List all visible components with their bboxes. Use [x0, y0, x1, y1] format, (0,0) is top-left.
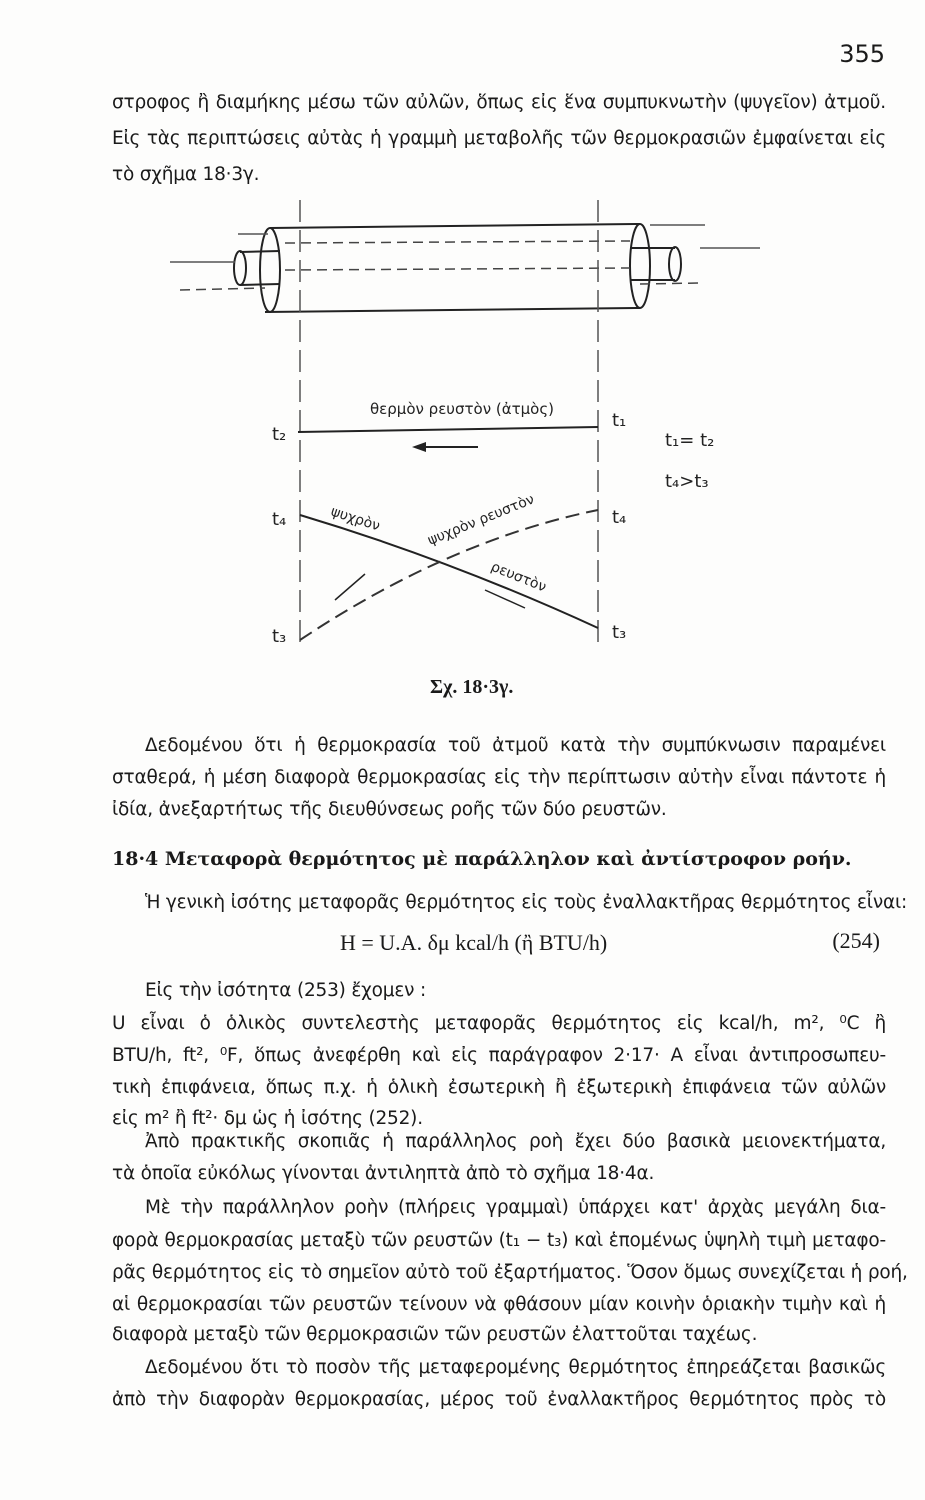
cold-fluid-label: ψυχρὸν ρευστὸν — [425, 491, 537, 549]
text-line: εἰς m² ἢ ft²· δμ ὡς ἡ ἰσότης (252). — [112, 1108, 423, 1129]
text-line: τὸ σχῆμα 18·3γ. — [112, 164, 260, 185]
text-line: αἱ θερμοκρασίαι τῶν ρευστῶν τείνουν νὰ φθάσουν μίαν κοινὴν ὁριακὴν τιμὴν καὶ ἡ — [112, 1294, 886, 1315]
text-line: Μὲ τὴν παράλληλον ροὴν (πλήρεις γραμμαὶ) ὑπάρχει κατ' ἀρχὰς μεγάλη δια- — [145, 1197, 886, 1218]
text-line: στροφος ἢ διαμήκης μέσω τῶν αὐλῶν, ὅπως εἰς ἕνα συμπυκνωτὴν (ψυγεῖον) ἀτμοῦ. — [112, 92, 886, 113]
text-line: διαφορὰ μεταξὺ τῶν θερμοκρασιῶν τῶν ρευστῶν ἐλαττοῦται ταχέως. — [112, 1324, 758, 1345]
text-line: ἰδία, ἀνεξαρτήτως τῆς διευθύνσεως ροῆς τῶν δύο ρευστῶν. — [112, 799, 667, 820]
pipe-bottom-edge — [265, 308, 640, 312]
pipe-right-end — [630, 224, 650, 308]
text-line: τικὴ ἐπιφάνεια, ὅπως π.χ. ἡ ὁλικὴ ἐσωτερικὴ ἢ ἐξωτερικὴ ἐπιφάνεια τῶν αὐλῶν — [112, 1077, 886, 1098]
text-line: Ἀπὸ πρακτικῆς σκοπιᾶς ἡ παράλληλος ροὴ ἔχει δύο βασικὰ μειονεκτήματα, — [145, 1131, 886, 1152]
text-line: τὰ ὁποῖα εὐκόλως γίνονται ἀντιληπτὰ ἀπὸ τὸ σχῆμα 18·4α. — [112, 1163, 655, 1184]
hot-fluid-label: θερμὸν ρευστὸν (ἀτμὸς) — [370, 400, 554, 418]
text-line: ρᾶς θερμότητος εἰς τὸ σημεῖον αὐτὸ τοῦ ἐξαρτήματος. Ὅσον ὅμως συνεχίζεται ἡ ροή, — [112, 1262, 908, 1283]
page-number: 355 — [839, 40, 885, 68]
cold-fluid-label: ρευστὸν — [488, 558, 549, 596]
text-line: σταθερά, ἡ μέση διαφορὰ θερμοκρασίας εἰς τὴν περίπτωσιν αὐτὴν εἶναι πάντοτε ἡ — [112, 767, 886, 788]
arrow-head — [412, 442, 426, 452]
label-t3: t₃ — [272, 626, 287, 647]
text-line: ἀπὸ τὴν διαφορὰν θερμοκρασίας, μέρος τοῦ ἐναλλακτῆρος θερμότητος πρὸς τὸ — [112, 1389, 886, 1410]
text-line: Δεδομένου ὅτι τὸ ποσὸν τῆς μεταφερομένης θερμότητος ἐπηρεάζεται βασικῶς — [145, 1357, 886, 1378]
label-t3: t₃ — [612, 622, 627, 643]
pipe-top-edge — [270, 224, 640, 228]
text-line: Εἰς τὰς περιπτώσεις αὐτὰς ἡ γραμμὴ μεταβολῆς τῶν θερμοκρασιῶν ἐμφαίνεται εἰς — [112, 128, 886, 149]
label-t4: t₄ — [272, 509, 287, 530]
label-t2: t₂ — [272, 424, 287, 445]
equation: H = U.A. δμ kcal/h (ἢ BTU/h) — [340, 930, 608, 955]
hot-fluid-line — [298, 427, 598, 432]
text-line: Ἡ γενικὴ ἰσότης μεταφορᾶς θερμότητος εἰς τοὺς ἐναλλακτῆρας θερμότητος εἶναι: — [145, 892, 908, 913]
text-line: Εἰς τὴν ἰσότητα (253) ἔχομεν : — [145, 980, 426, 1001]
section-heading: 18·4 Μεταφορὰ θερμότητος μὲ παράλληλον καὶ ἀντίστροφον ροήν. — [112, 848, 852, 870]
relation-t1-t2: t₁= t₂ — [665, 430, 715, 451]
pipe-left-end — [260, 228, 280, 312]
figure-18-3g — [0, 0, 925, 720]
cold-fluid-label: ψυχρὸν — [328, 503, 382, 535]
text-line: φορὰ θερμοκρασίας μεταξὺ τῶν ρευστῶν (t₁ − t₃) καὶ ἑπομένως ὑψηλὴ τιμὴ μεταφο- — [112, 1230, 886, 1251]
figure-caption: Σχ. 18·3γ. — [430, 676, 514, 698]
label-t1: t₁ — [612, 410, 627, 431]
equation-number: (254) — [832, 928, 880, 953]
text-line: U εἶναι ὁ ὁλικὸς συντελεστὴς μεταφορᾶς θερμότητος εἰς kcal/h, m², ⁰C ἢ — [112, 1013, 886, 1034]
text-line: BTU/h, ft², ⁰F, ὅπως ἀνεφέρθη καὶ εἰς παράγραφον 2·17· A εἶναι ἀντιπροσωπευ- — [112, 1045, 886, 1066]
cold-flow-arrow — [335, 574, 365, 600]
text-line: Δεδομένου ὅτι ἡ θερμοκρασία τοῦ ἀτμοῦ κατὰ τὴν συμπύκνωσιν παραμένει — [145, 735, 886, 756]
label-t4: t₄ — [612, 507, 627, 528]
relation-t4-t3: t₄>t₃ — [665, 471, 709, 492]
